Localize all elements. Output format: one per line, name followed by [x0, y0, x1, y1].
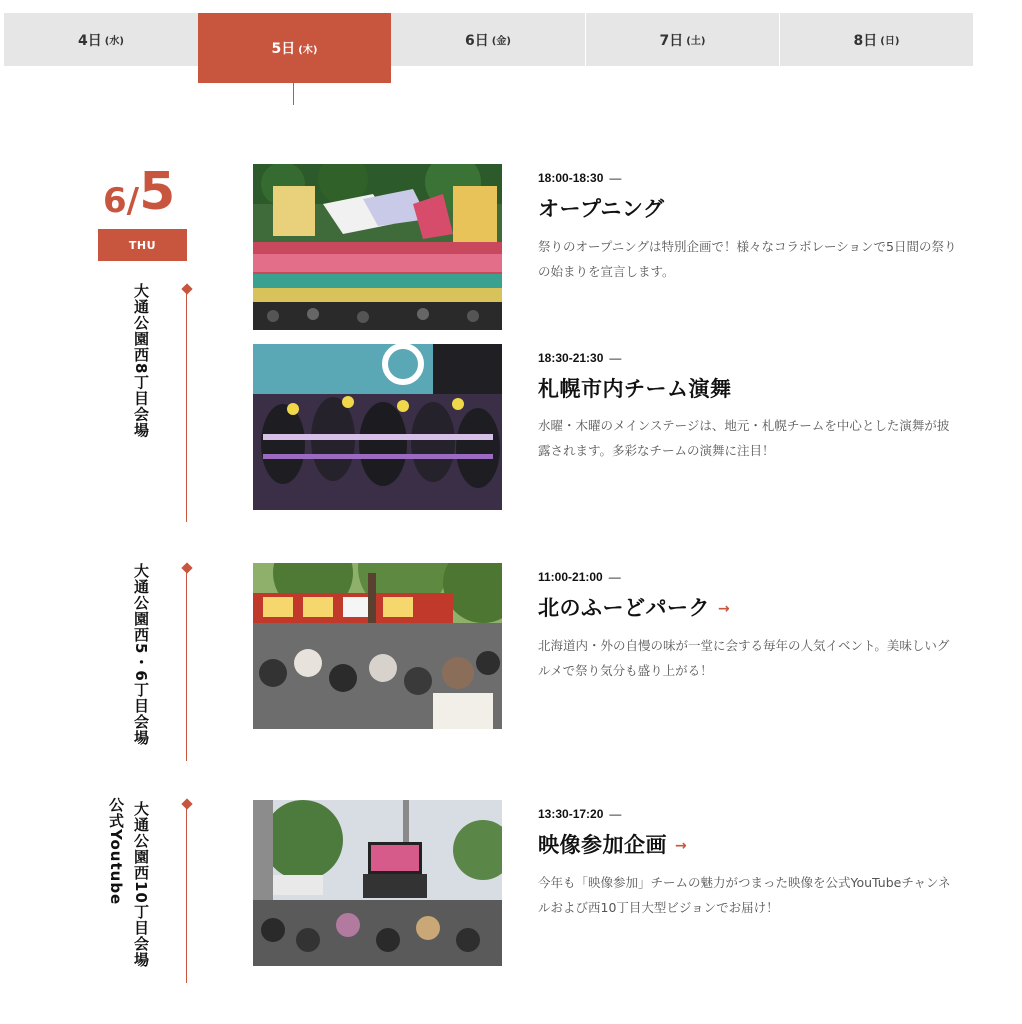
tab-day-label: 7日 [659, 32, 684, 49]
venue-marker [181, 283, 192, 294]
event-title-text: 札幌市内チーム演舞 [538, 377, 732, 401]
tab-weekday-label: (金) [491, 36, 511, 47]
event-description: 北海道内・外の自慢の味が一堂に会する毎年の人気イベント。美味しいグルメで祭り気分も盛り上がる！ [538, 638, 950, 678]
event-time-value: 13:30-17:20 [538, 807, 604, 821]
date-day: 5 [139, 162, 176, 222]
tab-day-8[interactable] [779, 13, 973, 66]
venue-label: 大通公園西8丁目会場 [132, 283, 150, 439]
tab-day-label: 5日 [271, 41, 296, 57]
tab-day-label: 4日 [78, 32, 102, 49]
event-title-text: 映像参加企画 [538, 833, 667, 857]
venue-marker [181, 798, 192, 809]
venue-label: 大通公園西5・6丁目会場 [132, 563, 150, 746]
tab-weekday-label: (水) [104, 36, 124, 47]
event-description: 祭りのオープニングは特別企画で！様々なコラボレーションで5日間の祭りの始まりを宣言します。 [538, 239, 957, 279]
tab-day-6[interactable] [391, 13, 585, 66]
event-time [538, 351, 621, 365]
event-time-value: 11:00-21:00 [538, 570, 603, 584]
event-time-value: 18:00-18:30 [538, 171, 604, 185]
time-dash: — [609, 351, 622, 365]
event-description: 今年も「映像参加」チームの魅力がつまった映像を公式YouTubeチャンネルおよび西10丁目大型ビジョンでお届け！ [538, 875, 951, 915]
day-tabs [4, 13, 973, 66]
venue-label: 大通公園西10丁目会場 [132, 801, 150, 968]
tab-day-label: 6日 [465, 32, 489, 49]
video-screen-photo [253, 800, 502, 966]
time-dash: — [608, 570, 621, 584]
weekday-badge: THU [98, 229, 187, 261]
venue-timeline [186, 292, 187, 522]
tab-day-7[interactable] [585, 13, 779, 66]
tab-weekday-label: (土) [686, 36, 706, 47]
opening-stage-photo [253, 164, 502, 330]
event-time [538, 570, 621, 584]
tab-day-4[interactable] [4, 13, 198, 66]
video-entry-link[interactable] [538, 829, 687, 859]
active-tab-stem [293, 83, 294, 105]
event-title [538, 193, 664, 223]
tab-weekday-label: (木) [298, 44, 318, 56]
food-park-photo [253, 563, 502, 729]
food-park-link[interactable] [538, 592, 730, 622]
arrow-right-icon: → [675, 838, 688, 854]
event-time-value: 18:30-21:30 [538, 351, 604, 365]
arrow-right-icon: → [718, 601, 731, 617]
event-title-text: 北のふーどパーク [538, 596, 710, 620]
schedule-date [103, 162, 176, 222]
event-title [538, 373, 732, 403]
tab-day-label: 8日 [853, 32, 878, 49]
venue-timeline [186, 807, 187, 983]
venue-sub-label: 公式Youtube [107, 797, 125, 906]
venue-marker [181, 562, 192, 573]
time-dash: — [609, 171, 622, 185]
event-time [538, 807, 621, 821]
date-month: 6/ [103, 181, 140, 221]
event-time [538, 171, 621, 185]
time-dash: — [609, 807, 622, 821]
tab-day-5[interactable] [198, 13, 391, 83]
venue-timeline [186, 571, 187, 761]
dance-team-photo [253, 344, 502, 510]
event-title-text: オープニング [538, 197, 665, 221]
event-description: 水曜・木曜のメインステージは、地元・札幌チームを中心とした演舞が披露されます。多彩なチームの演舞に注目！ [538, 418, 950, 458]
tab-weekday-label: (日) [880, 36, 900, 47]
